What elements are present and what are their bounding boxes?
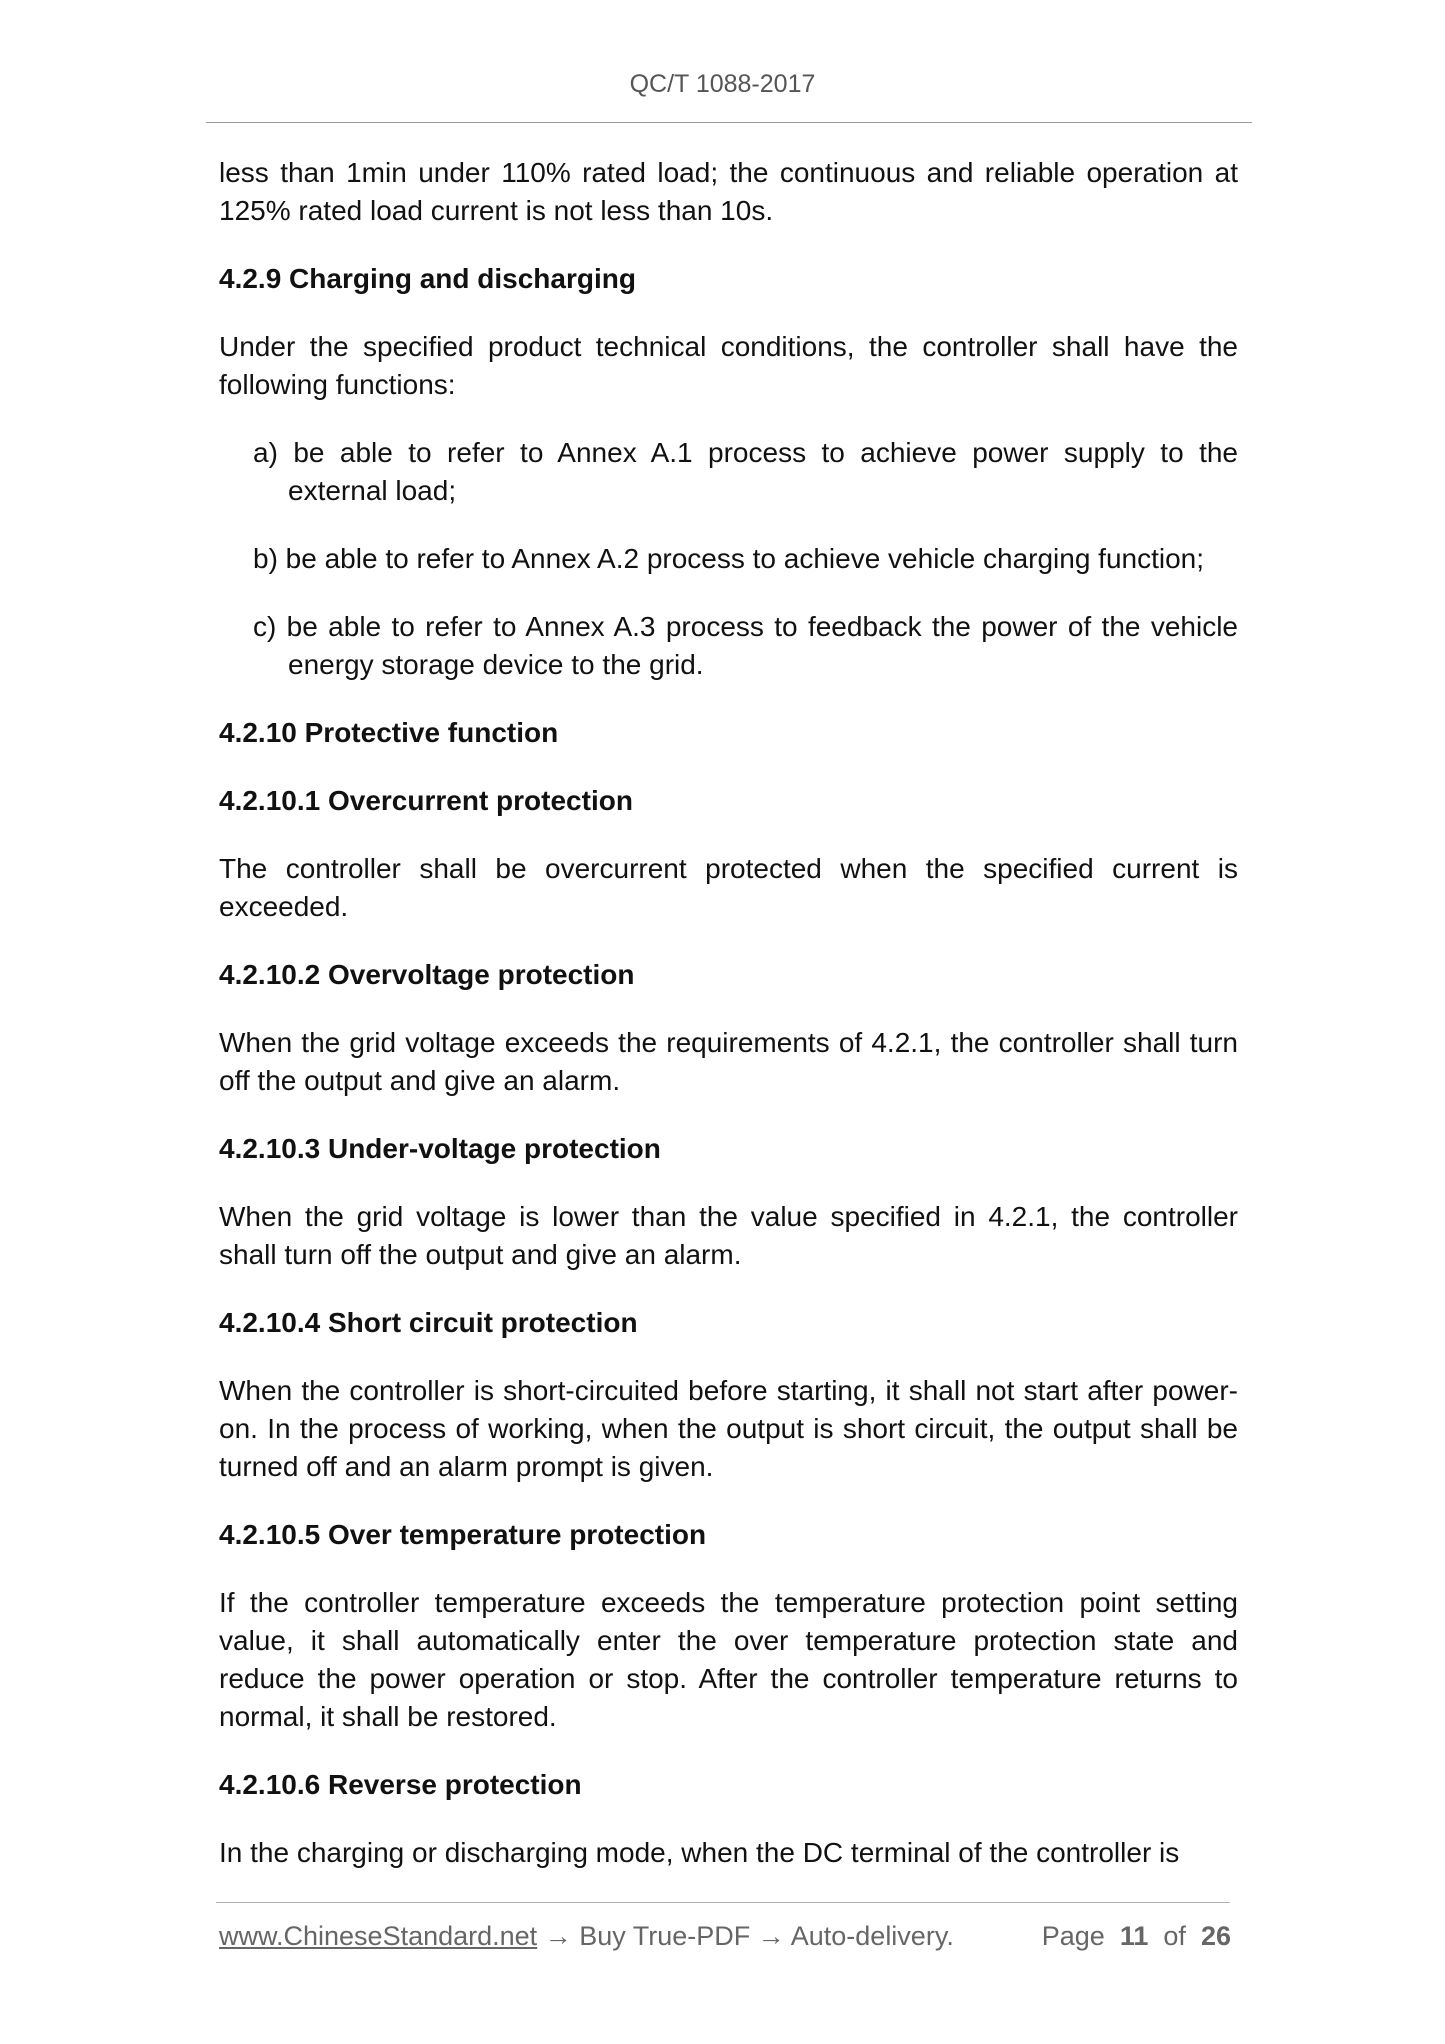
paragraph: In the charging or discharging mode, when the DC terminal of the controller is <box>219 1837 1180 1868</box>
section-heading-4-2-10-6: 4.2.10.6 Reverse protection <box>219 1769 582 1800</box>
website-link[interactable]: www.ChineseStandard.net <box>219 1921 538 1951</box>
footer-promo <box>219 1921 954 1952</box>
section-heading-4-2-10: 4.2.10 Protective function <box>219 717 559 748</box>
section-heading-4-2-10-3: 4.2.10.3 Under-voltage protection <box>219 1133 661 1164</box>
footer-divider <box>216 1902 1230 1903</box>
page-current: 11 <box>1119 1921 1149 1951</box>
section-heading-4-2-10-2: 4.2.10.2 Overvoltage protection <box>219 959 635 990</box>
list-item-a: a) be able to refer to Annex A.1 process to achieve power supply to the external load; <box>253 437 1238 506</box>
page-word: Page <box>1041 1921 1105 1951</box>
paragraph: Under the specified product technical conditions, the controller shall have the following functions: <box>219 331 1238 400</box>
paragraph: When the grid voltage is lower than the value specified in 4.2.1, the controller shall turn off the output and give an alarm. <box>219 1201 1238 1270</box>
list-item-c: c) be able to refer to Annex A.3 process to feedback the power of the vehicle energy storage device to the grid. <box>253 611 1238 680</box>
header-divider <box>206 122 1252 123</box>
paragraph: If the controller temperature exceeds the temperature protection point setting value, it shall automatically enter the over temperature protection state and reduce the power operation or stop. After the controller temperature returns to normal, it shall be restored. <box>219 1587 1238 1732</box>
section-heading-4-2-10-5: 4.2.10.5 Over temperature protection <box>219 1519 707 1550</box>
section-heading-4-2-10-4: 4.2.10.4 Short circuit protection <box>219 1307 638 1338</box>
list-item-b: b) be able to refer to Annex A.2 process to achieve vehicle charging function; <box>253 543 1205 574</box>
paragraph: When the controller is short-circuited before starting, it shall not start after power-on. In the process of working, when the output is short circuit, the output shall be turned off and an alarm prompt is given. <box>219 1375 1238 1482</box>
section-heading-4-2-9: 4.2.9 Charging and discharging <box>219 263 636 294</box>
footer-tagline: → Buy True-PDF → Auto-delivery. <box>537 1921 954 1951</box>
section-heading-4-2-10-1: 4.2.10.1 Overcurrent protection <box>219 785 633 816</box>
document-code-header: QC/T 1088-2017 <box>629 70 816 98</box>
document-body <box>219 154 1238 1902</box>
paragraph: The controller shall be overcurrent protected when the specified current is exceeded. <box>219 853 1238 922</box>
page-total: 26 <box>1200 1921 1231 1951</box>
paragraph: When the grid voltage exceeds the requirements of 4.2.1, the controller shall turn off the output and give an alarm. <box>219 1027 1238 1096</box>
page-number <box>1042 1921 1231 1952</box>
of-word: of <box>1163 1921 1186 1951</box>
paragraph: less than 1min under 110% rated load; the continuous and reliable operation at 125% rated load current is not less than 10s. <box>219 157 1238 226</box>
